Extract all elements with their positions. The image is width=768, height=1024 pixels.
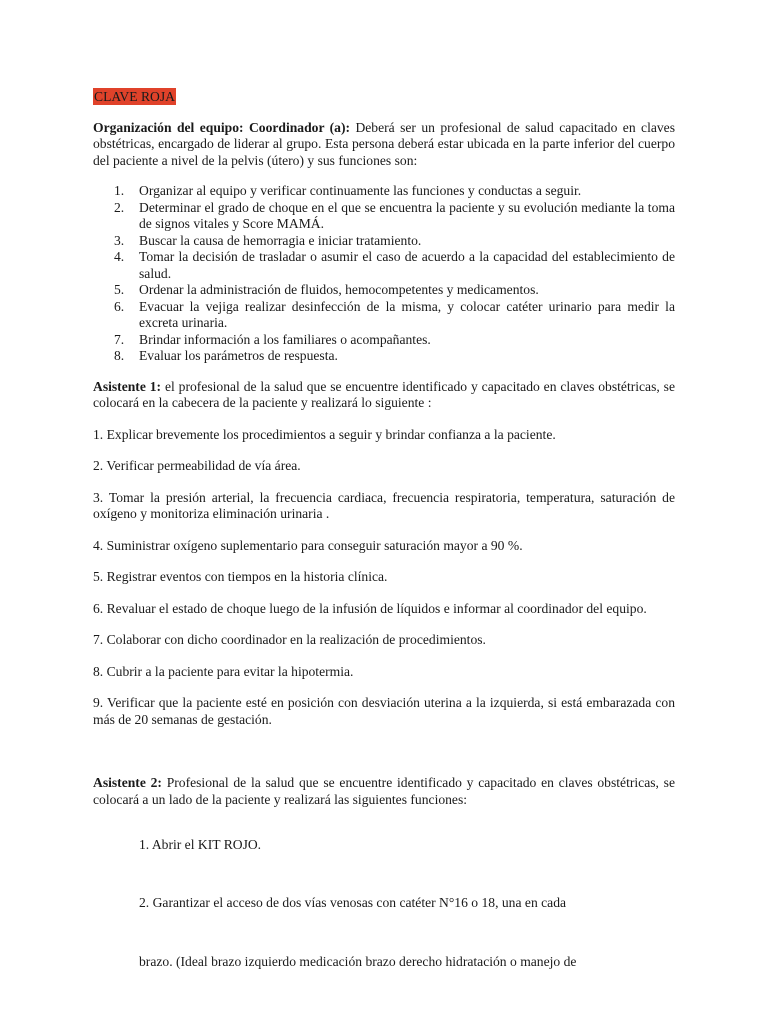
- title-highlight: CLAVE ROJA: [94, 89, 175, 104]
- coordinador-text: Deberá ser un profesional de salud capacitado en claves obstétricas, encargado de liderar al grupo. Esta persona deberá estar ubicada en la parte inferior del cuerpo del paciente a nivel de la pelvis (útero) y sus funciones son:: [93, 119, 675, 168]
- list-item: 4. Tomar la decisión de trasladar o asumir el caso de acuerdo a la capacidad del establecimiento de salud.: [114, 249, 675, 281]
- list-item: 5. Ordenar la administración de fluidos, hemocompetentes y medicamentos.: [114, 282, 539, 297]
- asistente1-paragraph: [93, 379, 675, 412]
- list-item: 1. Organizar al equipo y verificar continuamente las funciones y conductas a seguir.: [114, 183, 582, 198]
- asistente1-text: el profesional de la salud que se encuentre identificado y capacitado en claves obstétricas, se colocará en la cabecera de la paciente y realizará lo siguiente :: [93, 378, 675, 410]
- list-item: 3. Buscar la causa de hemorragia e iniciar tratamiento.: [114, 232, 422, 248]
- document-body: [93, 88, 675, 984]
- coordinador-list: [93, 183, 675, 365]
- list-item: 8. Evaluar los parámetros de respuesta.: [114, 348, 338, 363]
- asistente2-item-continuation: brazo. (Ideal brazo izquierdo medicación brazo derecho hidratación o manejo de: [139, 953, 577, 969]
- asistente2-text: Profesional de la salud que se encuentre identificado y capacitado en claves obstétricas, se colocará a un lado de la paciente y realizará las siguientes funciones:: [93, 775, 675, 807]
- coordinador-paragraph: [93, 120, 675, 170]
- asistente2-label: Asistente 2:: [93, 775, 162, 790]
- asistente1-item: 5. Registrar eventos con tiempos en la historia clínica.: [93, 569, 388, 584]
- document-title: [93, 88, 675, 106]
- asistente2-item: 2. Garantizar el acceso de dos vías venosas con catéter N°16 o 18, una en cada: [139, 895, 567, 911]
- asistente1-item: 3. Tomar la presión arterial, la frecuencia cardiaca, frecuencia respiratoria, temperatura, saturación de oxígeno y monitoriza eliminación urinaria .: [93, 489, 675, 521]
- asistente1-item: 9. Verificar que la paciente esté en posición con desviación uterina a la izquierda, si está embarazada con más de 20 semanas de gestación.: [93, 695, 675, 727]
- asistente1-label: Asistente 1:: [93, 378, 162, 394]
- asistente1-item: 8. Cubrir a la paciente para evitar la hipotermia.: [93, 663, 354, 679]
- asistente1-item: 1. Explicar brevemente los procedimientos a seguir y brindar confianza a la paciente.: [93, 426, 556, 442]
- asistente1-item: 4. Suministrar oxígeno suplementario para conseguir saturación mayor a 90 %.: [93, 537, 523, 553]
- list-item: 7. Brindar información a los familiares o acompañantes.: [114, 331, 431, 347]
- asistente1-item: 7. Colaborar con dicho coordinador en la realización de procedimientos.: [93, 632, 486, 647]
- list-item: 6. Evacuar la vejiga realizar desinfección de la misma, y colocar catéter urinario para medir la excreta urinaria.: [114, 298, 675, 330]
- asistente1-item: 6. Revaluar el estado de choque luego de la infusión de líquidos e informar al coordinador del equipo.: [93, 600, 647, 616]
- asistente1-item: 2. Verificar permeabilidad de vía área.: [93, 458, 301, 473]
- coordinador-label: Organización del equipo: Coordinador (a):: [93, 119, 351, 135]
- asistente2-paragraph: [93, 775, 675, 808]
- asistente2-item: 1. Abrir el KIT ROJO.: [139, 836, 262, 852]
- list-item: 2. Determinar el grado de choque en el que se encuentra la paciente y su evolución mediante la toma de signos vitales y Score MAMÁ.: [114, 199, 675, 231]
